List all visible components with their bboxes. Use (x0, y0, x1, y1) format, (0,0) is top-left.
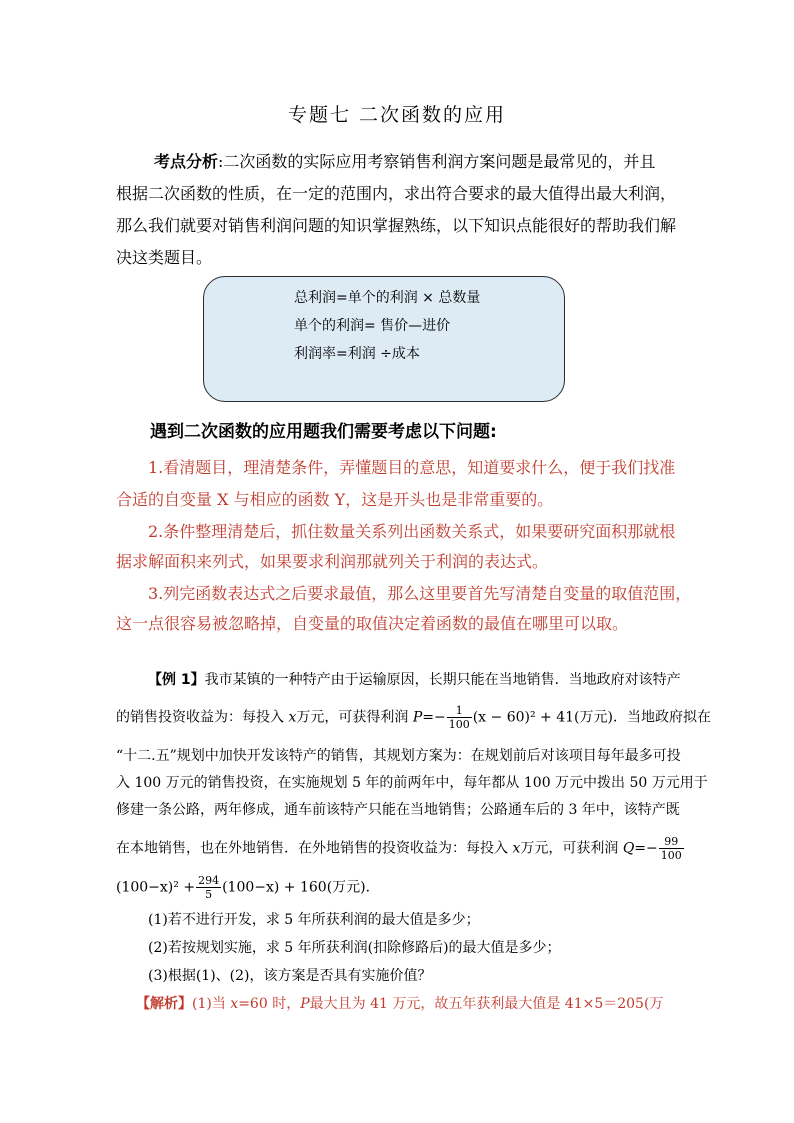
analysis-text-1: 二次函数的实际应用考察销售利润方案问题是最常见的，并且 (223, 152, 656, 171)
example-label: 【例 1】 (148, 672, 205, 688)
point-2-line-2: 据求解面积来列式，如果要求利润那就列关于利润的表达式。 (116, 552, 549, 571)
fraction-1-over-100 (447, 704, 472, 731)
example-line-3: “十二.五”规划中加快开发该特产的销售，其规划方案为：在规划前后对该项目每年最多可投 (116, 748, 681, 764)
example-text-1: 我市某镇的一种特产由于运输原因，长期只能在当地销售．当地政府对该特产 (204, 672, 681, 688)
example-line-7 (116, 874, 380, 901)
analysis-label: 考点分析 (154, 152, 219, 171)
point-3-line-1: 3.列完函数表达式之后要求最值，那么这里要首先写清楚自变量的取值范围， (148, 584, 692, 603)
example-text-6a: 在本地销售，也在外地销售．在外地销售的投资收益为：每投入 (116, 840, 508, 857)
fraction-numerator: 99 (659, 835, 684, 849)
point-2-line-1: 2.条件整理清楚后，抓住数量关系列出函数关系式，如果要研究面积那就根 (148, 522, 676, 541)
variable-x: x (288, 709, 297, 726)
question-3: (3)根据(1)、(2)，该方案是否具有实施价值？ (148, 968, 432, 984)
variable-q: Q (622, 840, 635, 857)
example-text-2c: (x − 60)² + 41(万元)．当地政府拟在 (472, 709, 711, 726)
equals-negative: =− (634, 840, 658, 857)
fraction-294-over-5 (196, 874, 221, 901)
point-1-line-2: 合适的自变量 X 与相应的函数 Y，这是开头也是非常重要的。 (116, 490, 554, 509)
question-1: (1)若不进行开发，求 5 年所获利润的最大值是多少； (148, 912, 480, 928)
solution-label: 【解析】 (136, 996, 192, 1012)
example-text-2a: 的销售投资收益为：每投入 (116, 709, 284, 726)
variable-x: x (512, 840, 521, 857)
equals-negative: =− (422, 709, 446, 726)
example-line-2 (116, 704, 711, 731)
fraction-99-over-100 (659, 835, 684, 862)
analysis-colon: : (218, 152, 224, 171)
example-line-6 (116, 835, 685, 862)
solution-line (136, 994, 663, 1014)
example-line-4: 入 100 万元的销售投资，在实施规划 5 年的前两年中，每年都从 100 万元中拨出 50 万元用于 (116, 775, 708, 791)
analysis-line-4: 决这类题目。 (116, 248, 213, 267)
solution-text-a: (1)当 (192, 996, 226, 1012)
formula-profit-rate: 利润率=利润 ÷成本 (294, 346, 420, 362)
example-text-7b: (100−x) + 160(万元)． (222, 879, 380, 896)
solution-text-b: =60 时， (238, 996, 301, 1012)
fraction-numerator: 294 (198, 874, 220, 887)
question-2: (2)若按规划实施，求 5 年所获利润(扣除修路后)的最大值是多少； (148, 940, 561, 956)
fraction-numerator: 1 (447, 704, 472, 718)
fraction-denominator: 5 (205, 888, 213, 901)
point-3-line-2: 这一点很容易被忽略掉，自变量的取值决定着函数的最值在哪里可以取。 (116, 614, 629, 633)
section-heading: 遇到二次函数的应用题我们需要考虑以下问题: (150, 422, 497, 442)
analysis-line-1 (154, 146, 655, 178)
example-line-5: 修建一条公路，两年修成，通车前该特产只能在当地销售；公路通车后的 3 年中，该特产既 (116, 802, 680, 818)
page-title: 专题七 二次函数的应用 (287, 104, 507, 126)
fraction-denominator: 100 (660, 849, 682, 862)
solution-text-c: 最大且为 41 万元，故五年获利最大值是 41×5＝205(万 (309, 996, 664, 1012)
variable-p: P (300, 996, 310, 1012)
variable-p: P (412, 709, 423, 726)
example-text-6b: 万元，可获利润 (520, 840, 619, 857)
example-text-2b: 万元，可获得利润 (296, 709, 409, 726)
analysis-line-3: 那么我们就要对销售利润问题的知识掌握熟练，以下知识点能很好的帮助我们解 (116, 216, 677, 235)
example-text-7a: (100−x)² + (116, 879, 196, 896)
point-1-line-1: 1.看清题目，理清楚条件，弄懂题目的意思，知道要求什么，便于我们找准 (148, 458, 676, 477)
example-line-1 (148, 670, 681, 690)
formula-unit-profit: 单个的利润= 售价—进价 (294, 318, 451, 334)
variable-x: x (230, 996, 239, 1012)
formula-box (203, 276, 565, 402)
analysis-line-2: 根据二次函数的性质，在一定的范围内，求出符合要求的最大值得出最大利润， (116, 184, 677, 203)
fraction-denominator: 100 (448, 718, 470, 731)
formula-total-profit: 总利润=单个的利润 × 总数量 (294, 290, 481, 306)
